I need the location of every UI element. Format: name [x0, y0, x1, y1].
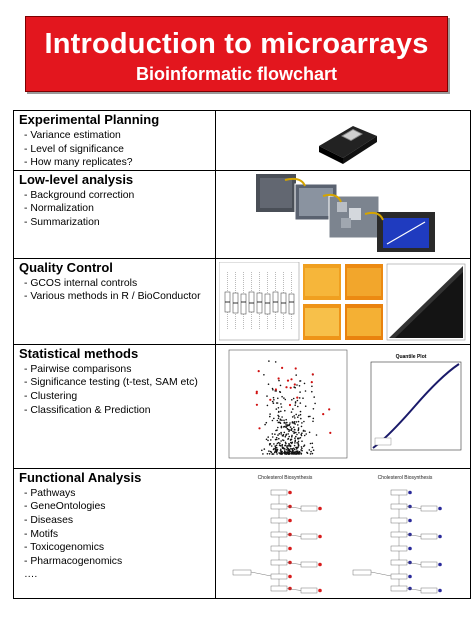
list-item: - Pharmacogenomics	[24, 555, 123, 567]
list-item: - Variance estimation	[24, 130, 121, 141]
section-quality-control	[14, 258, 471, 344]
correlation-matrix-image	[387, 264, 465, 340]
pathway-diagram	[353, 490, 442, 593]
section-statistical-methods	[14, 344, 471, 468]
list-item: - Toxicogenomics	[24, 542, 105, 554]
list-item: - Clustering	[24, 390, 78, 402]
flowchart-table	[13, 110, 471, 599]
section-experimental-planning	[14, 111, 471, 171]
section-items	[18, 189, 215, 230]
qc-plots	[219, 262, 467, 342]
pathway-diagram	[233, 490, 322, 593]
list-item: ….	[24, 569, 38, 581]
page-title: Introduction to microarrays	[44, 28, 429, 60]
section-items	[18, 129, 215, 170]
list-item: - Summarization	[24, 216, 100, 228]
section-items	[18, 363, 215, 417]
boxplot-image	[219, 262, 299, 340]
pathway-maps	[219, 472, 467, 596]
section-low-level-analysis	[14, 170, 471, 258]
section-title: Low-level analysis	[19, 171, 134, 187]
page-subtitle: Bioinformatic flowchart	[135, 64, 337, 84]
list-item: - Pathways	[24, 487, 76, 499]
section-title: Statistical methods	[19, 345, 139, 361]
microarray-chip-image	[219, 114, 467, 166]
quantile-plot-image	[371, 354, 461, 450]
figure-cell	[216, 258, 471, 344]
list-item: - Motifs	[24, 528, 59, 540]
section-functional-analysis	[14, 468, 471, 598]
image-processing-steps	[219, 174, 467, 256]
figure-cell	[216, 170, 471, 258]
figure-cell	[216, 344, 471, 468]
list-item: - Diseases	[24, 514, 74, 526]
title-banner	[25, 16, 448, 92]
list-item: - GeneOntologies	[24, 501, 106, 513]
pathway-title: Cholesterol Biosynthesis	[257, 474, 313, 481]
section-title: Functional Analysis	[19, 469, 142, 485]
statistics-plots	[219, 348, 467, 466]
section-title: Quality Control	[19, 259, 113, 275]
figure-cell	[216, 111, 471, 171]
quantile-plot-title: Quantile Plot	[395, 353, 427, 360]
list-item: - Background correction	[24, 189, 135, 201]
list-item: - Classification & Prediction	[24, 404, 151, 416]
section-title: Experimental Planning	[19, 112, 160, 127]
section-items	[18, 277, 215, 304]
list-item: - Normalization	[24, 203, 94, 215]
volcano-plot-image	[229, 350, 347, 458]
list-item: - Various methods in R / BioConductor	[24, 291, 201, 303]
list-item: - Significance testing (t-test, SAM etc)	[24, 377, 198, 389]
pathway-title: Cholesterol Biosynthesis	[377, 474, 433, 481]
list-item: - Pairwise comparisons	[24, 363, 132, 375]
heatmap-images	[303, 264, 383, 340]
list-item: - GCOS internal controls	[24, 277, 138, 289]
list-item: - Level of significance	[24, 143, 124, 155]
figure-cell	[216, 468, 471, 598]
section-items	[18, 487, 215, 582]
list-item: - How many replicates?	[24, 157, 133, 169]
